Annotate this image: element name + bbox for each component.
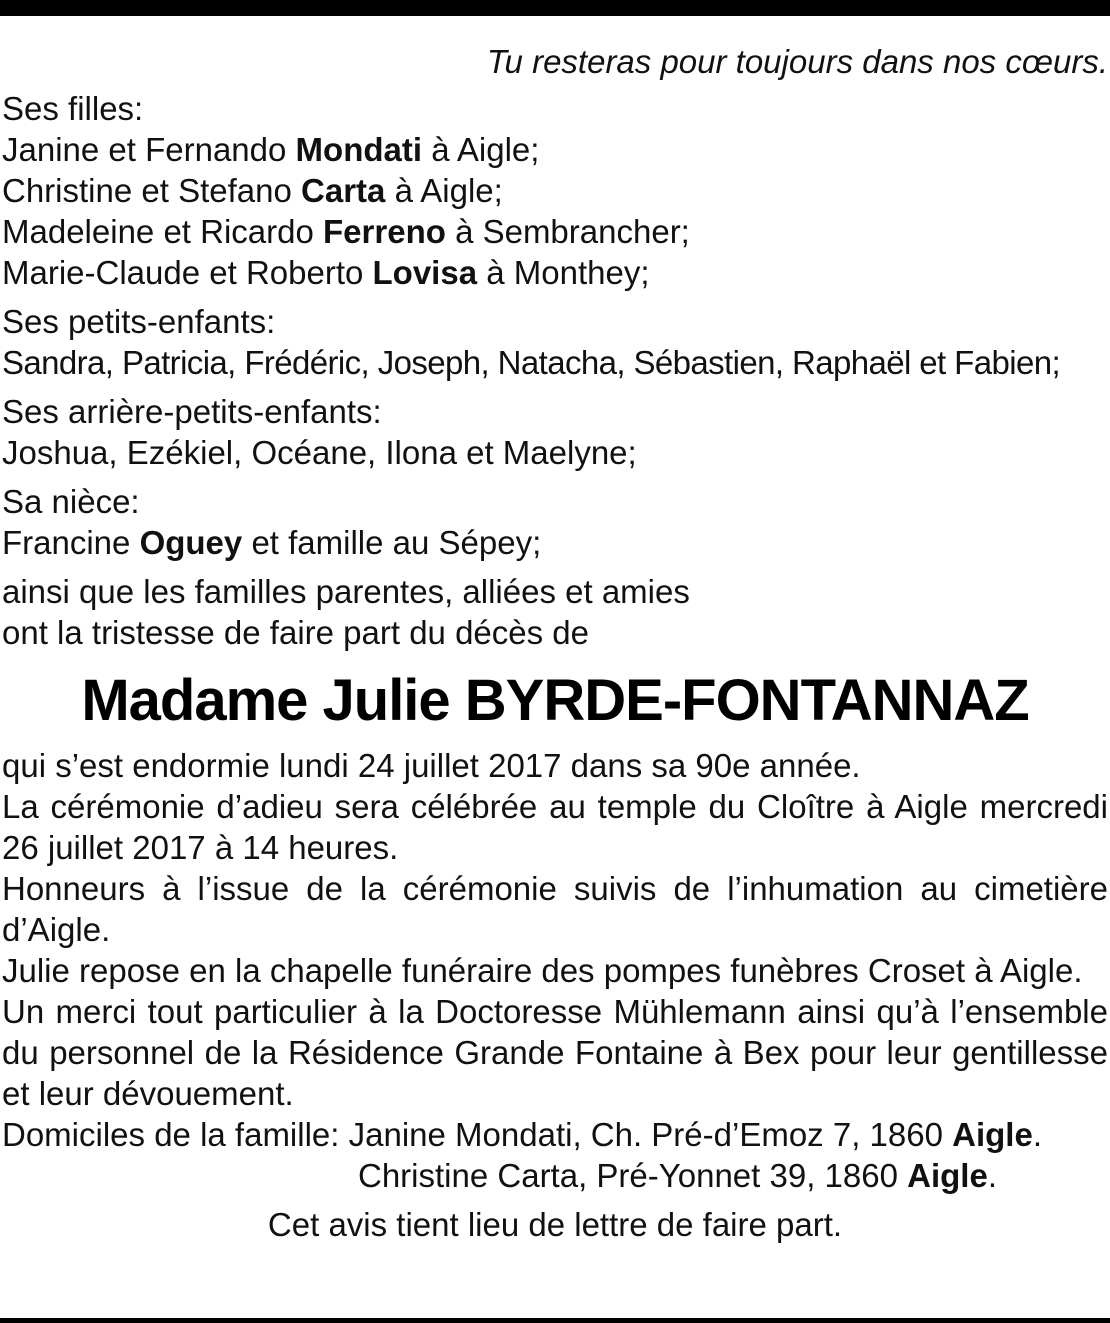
address-line: Domiciles de la famille: Janine Mondati, Ch. Pré-d’Emoz 7, 1860 Aigle. (2, 1116, 1042, 1153)
daughter-place: à Sembrancher; (455, 213, 690, 250)
niece-section (2, 481, 1108, 563)
great-grandchildren-names: Joshua, Ezékiel, Océane, Ilona et Maelyne; (2, 434, 637, 471)
great-grandchildren-heading: Ses arrière-petits-enfants: (2, 393, 382, 430)
daughter-first-names: Madeleine et Ricardo (2, 213, 314, 250)
deceased-name: Madame Julie BYRDE-FONTANNAZ (81, 668, 1029, 733)
honours-text: Honneurs à l’issue de la cérémonie suivis de l’inhumation au cimetière d’Aigle. (2, 870, 1108, 948)
grandchildren-names: Sandra, Patricia, Frédéric, Joseph, Natacha, Sébastien, Raphaël et Fabien; (2, 344, 1061, 381)
daughter-surname: Ferreno (323, 213, 446, 250)
top-border-rule (0, 0, 1110, 16)
daughter-surname: Mondati (295, 131, 423, 168)
daughters-heading: Ses filles: (2, 90, 144, 127)
daughter-entry (2, 211, 1108, 252)
daughter-first-names: Marie-Claude et Roberto (2, 254, 364, 291)
daughter-place: à Aigle; (431, 131, 540, 168)
daughters-section (2, 88, 1108, 293)
niece-heading: Sa nièce: (2, 483, 140, 520)
bottom-border-rule (0, 1318, 1110, 1323)
address-city: Aigle (907, 1157, 988, 1194)
great-grandchildren-section (2, 391, 1108, 473)
niece-family-place: et famille au Sépey; (251, 524, 542, 561)
motto-line: Tu resteras pour toujours dans nos cœurs. (486, 43, 1108, 80)
daughter-entry (2, 170, 1108, 211)
addresses-section (2, 1114, 1108, 1196)
daughter-place: à Monthey; (486, 254, 650, 291)
announcement-section (2, 571, 1108, 653)
announcement-line: ont la tristesse de faire part du décès de (2, 614, 590, 651)
grandchildren-heading: Ses petits-enfants: (2, 303, 276, 340)
daughter-surname: Carta (301, 172, 386, 209)
resting-place-text: Julie repose en la chapelle funéraire des pompes funèbres Croset à Aigle. (2, 952, 1083, 989)
daughter-entry (2, 129, 1108, 170)
address-line: Christine Carta, Pré-Yonnet 39, 1860 Aigle. (358, 1157, 997, 1194)
grandchildren-section (2, 301, 1108, 383)
thanks-text: Un merci tout particulier à la Doctoresse Mühlemann ainsi qu’à l’ensemble du personnel de la Résidence Grande Fontaine à Bex pour leur gentillesse et leur dévouement. (2, 993, 1108, 1112)
daughter-first-names: Christine et Stefano (2, 172, 292, 209)
address-text: Janine Mondati, Ch. Pré-d’Emoz 7, 1860 (348, 1116, 943, 1153)
closing-line: Cet avis tient lieu de lettre de faire part. (267, 1206, 843, 1243)
niece-surname: Oguey (139, 524, 243, 561)
address-text: Christine Carta, Pré-Yonnet 39, 1860 (358, 1157, 898, 1194)
address-city: Aigle (952, 1116, 1033, 1153)
daughter-place: à Aigle; (394, 172, 503, 209)
addresses-label: Domiciles de la famille: (2, 1116, 340, 1153)
obituary-notice (2, 40, 1108, 1245)
passing-date-text: qui s’est endormie lundi 24 juillet 2017 dans sa 90e année. (2, 747, 861, 784)
ceremony-text: La cérémonie d’adieu sera célébrée au temple du Cloître à Aigle mercredi 26 juillet 2017 à 14 heures. (2, 788, 1108, 866)
daughter-surname: Lovisa (372, 254, 478, 291)
announcement-line: ainsi que les familles parentes, alliées et amies (2, 573, 690, 610)
niece-first-name: Francine (2, 524, 131, 561)
details-section (2, 745, 1108, 1114)
daughter-entry (2, 252, 1108, 293)
niece-entry (2, 522, 1108, 563)
daughter-first-names: Janine et Fernando (2, 131, 287, 168)
